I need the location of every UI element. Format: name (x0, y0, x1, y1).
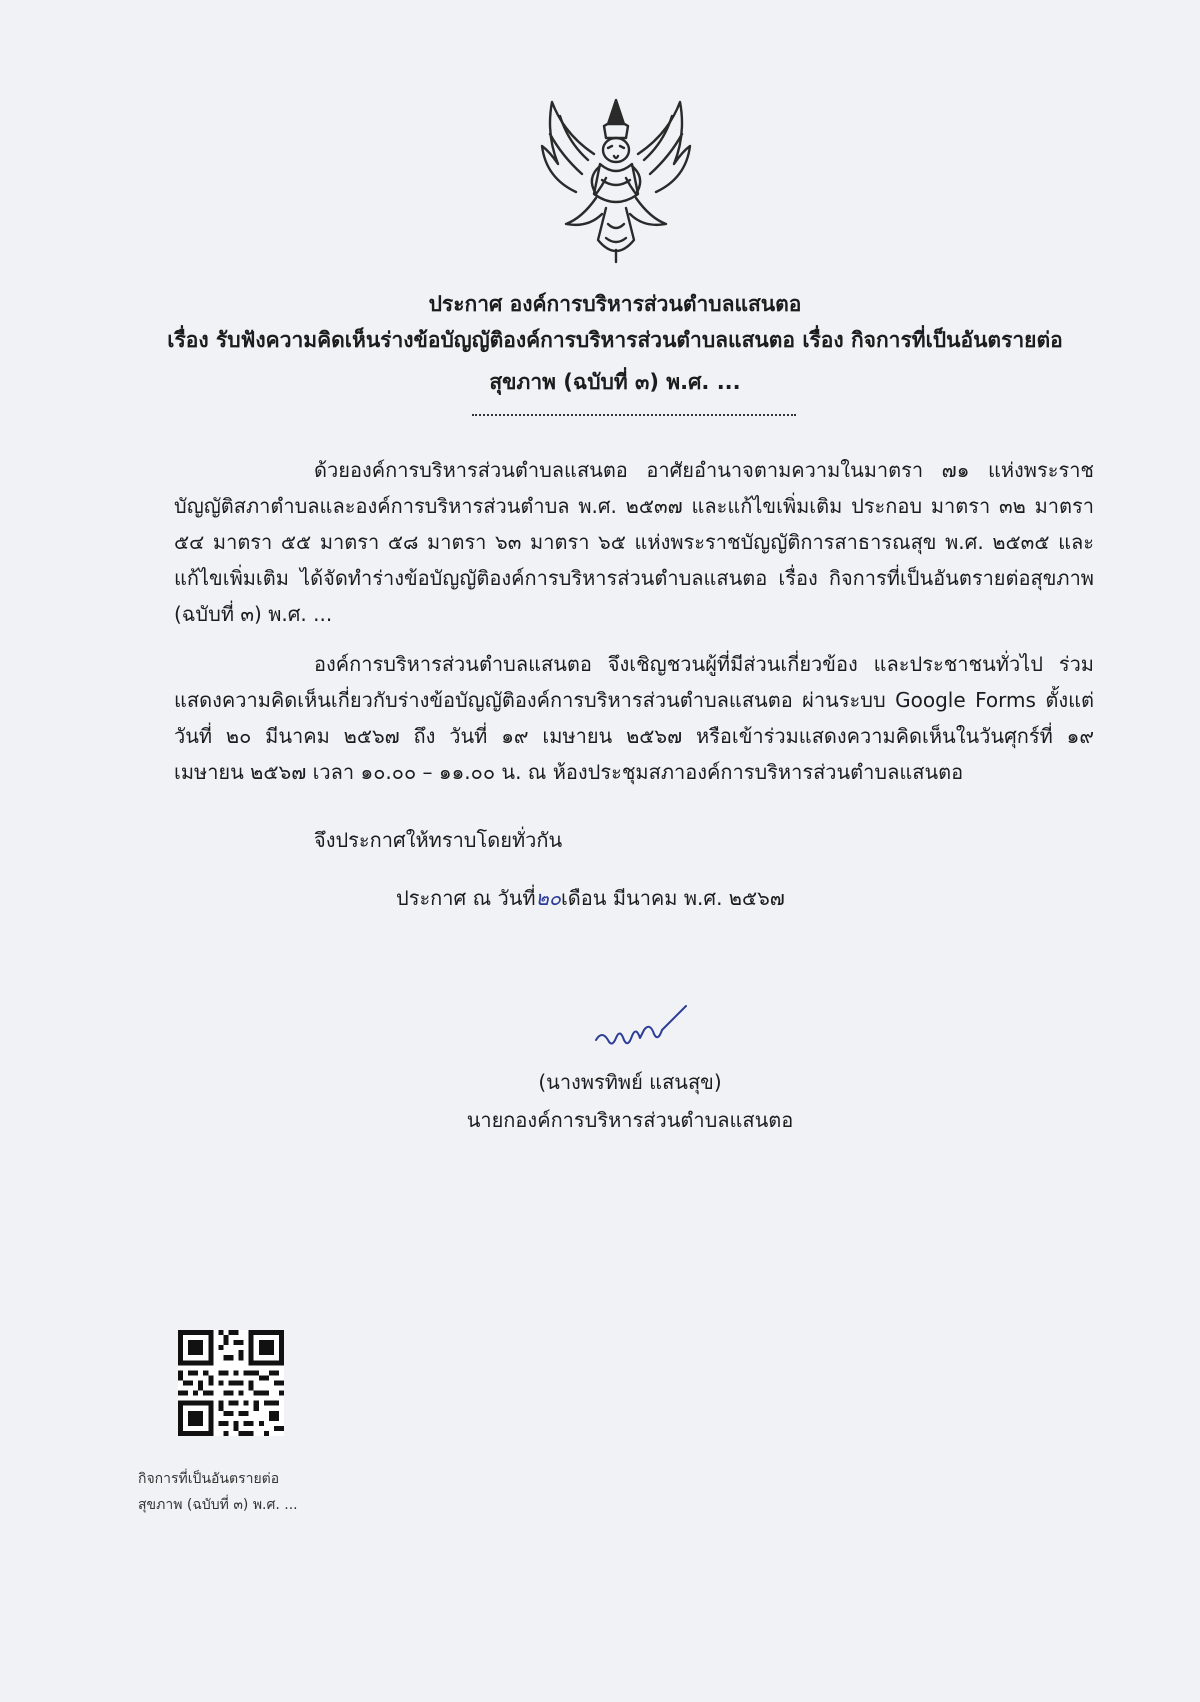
handwritten-day: ๒๐ (535, 886, 561, 910)
subject-line: เรื่อง รับฟังความคิดเห็นร่างข้อบัญญัติองค์การบริหารส่วนตำบลแสนตอ เรื่อง กิจการที่เป็นอันตรายต่อ (167, 328, 1063, 352)
signer-name: (นางพรทิพย์ แสนสุข) (538, 1070, 722, 1094)
body-paragraph-1-text: ด้วยองค์การบริหารส่วนตำบลแสนตอ อาศัยอำนาจตามความในมาตรา ๗๑ แห่งพระราชบัญญัติสภาตำบลและองค์การบริหารส่วนตำบล พ.ศ. ๒๕๓๗ และแก้ไขเพิ่มเติม ประกอบ มาตรา ๓๒ มาตรา ๕๔ มาตรา ๕๕ มาตรา ๕๘ มาตรา ๖๓ มาตรา ๖๕ แห่งพระราชบัญญัติการสาธารณสุข พ.ศ. ๒๕๓๕ และแก้ไขเพิ่มเติม ได้จัดทำร่างข้อบัญญัติองค์การบริหารส่วนตำบลแสนตอ เรื่อง กิจการที่เป็นอันตรายต่อสุขภาพ (ฉบับที่ ๓) พ.ศ. ... (174, 458, 1094, 626)
date-prefix: ประกาศ ณ วันที่ (396, 886, 536, 910)
body-paragraph-1 (174, 452, 1094, 632)
closing-statement: จึงประกาศให้ทราบโดยทั่วกัน (314, 828, 563, 852)
qr-caption (138, 1466, 378, 1518)
body-paragraph-2-text: องค์การบริหารส่วนตำบลแสนตอ จึงเชิญชวนผู้ที่มีส่วนเกี่ยวข้อง และประชาชนทั่วไป ร่วมแสดงความคิดเห็นเกี่ยวกับร่างข้อบัญญัติองค์การบริหารส่วนตำบลแสนตอ ผ่านระบบ Google Forms ตั้งแต่วันที่ ๒๐ มีนาคม ๒๕๖๗ ถึง วันที่ ๑๙ เมษายน ๒๕๖๗ หรือเข้าร่วมแสดงความคิดเห็นในวันศุกร์ที่ ๑๙ เมษายน ๒๕๖๗ เวลา ๑๐.๐๐ – ๑๑.๐๐ น. ณ ห้องประชุมสภาองค์การบริหารส่วนตำบลแสนตอ (174, 652, 1094, 784)
announcement-title: ประกาศ องค์การบริหารส่วนตำบลแสนตอ (428, 292, 802, 316)
signer-title: นายกองค์การบริหารส่วนตำบลแสนตอ (466, 1108, 794, 1132)
dotted-divider (472, 414, 796, 416)
body-paragraph-2 (174, 646, 1094, 790)
subject-line-continued: สุขภาพ (ฉบับที่ ๓) พ.ศ. ... (489, 370, 741, 394)
qr-caption-line-2: สุขภาพ (ฉบับที่ ๓) พ.ศ. ... (138, 1497, 298, 1513)
announcement-date (396, 880, 785, 916)
qr-caption-line-1: กิจการที่เป็นอันตรายต่อ (138, 1471, 280, 1487)
qr-code-icon[interactable] (178, 1330, 284, 1436)
signature-icon (592, 1000, 692, 1060)
garuda-emblem-icon (536, 94, 696, 266)
date-suffix: เดือน มีนาคม พ.ศ. ๒๕๖๗ (560, 886, 785, 910)
